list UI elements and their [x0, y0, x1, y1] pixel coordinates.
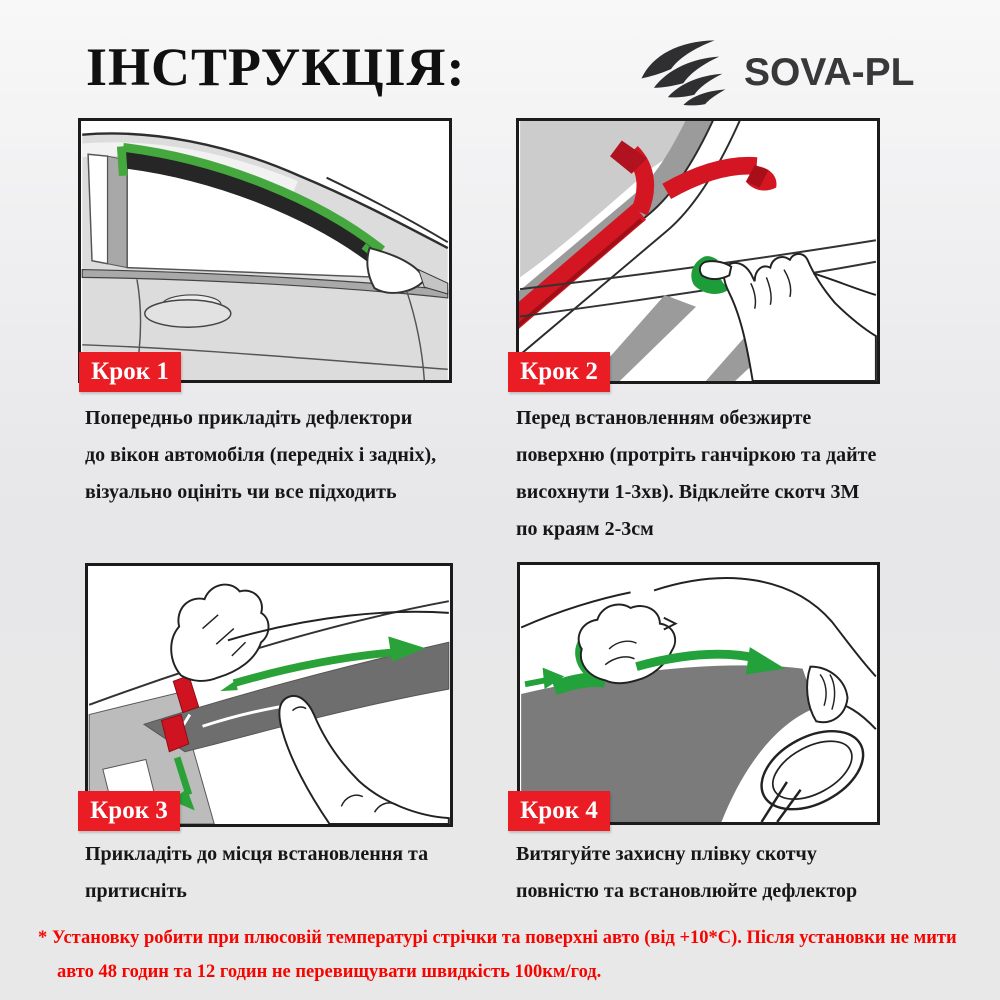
step-3-line: притисніть: [85, 880, 187, 902]
peel-tape-illustration: [519, 121, 877, 381]
footnote-line: * Установку робити при плюсовій температурі стрічки та поверхні авто (від +10*С). Після установки не мити: [38, 928, 957, 948]
step-2-line: Перед встановленням обезжирте: [516, 407, 812, 429]
wing-icon: [636, 38, 734, 108]
step-4-text: [516, 836, 857, 910]
step-2-line: висохнути 1-3хв). Відклейте скотч 3М: [516, 481, 860, 503]
step-4-line: повністю та встановлюйте дефлектор: [516, 880, 858, 902]
step-1-badge: Крок 1: [79, 352, 181, 392]
step-2-panel: [516, 118, 880, 384]
step-1-line: візуально оцініть чи все підходить: [85, 481, 397, 503]
step-4-badge: Крок 4: [508, 791, 610, 831]
brand-name: SOVA-PL: [744, 51, 915, 94]
step-2-line: поверхню (протріть ганчіркою та дайте: [516, 444, 877, 466]
step-2-badge: Крок 2: [508, 352, 610, 392]
press-deflector-illustration: [88, 566, 450, 824]
step-1-text: [85, 400, 436, 511]
step-2-line: по краям 2-3см: [516, 518, 654, 540]
step-1-panel: [78, 118, 452, 383]
step-4-line: Витягуйте захисну плівку скотчу: [516, 843, 817, 865]
step-3-panel: [85, 563, 453, 827]
step-3-text: [85, 836, 428, 910]
page-title: ІНСТРУКЦІЯ:: [86, 37, 466, 97]
step-3-badge: Крок 3: [78, 791, 180, 831]
step-4-panel: [517, 562, 880, 825]
step-2-text: [516, 400, 876, 548]
car-window-deflector-illustration: [81, 121, 449, 380]
brand-logo: [636, 38, 914, 108]
footnote-line: авто 48 годин та 12 годин не перевищувати швидкість 100км/год.: [57, 962, 602, 982]
pull-film-illustration: [520, 565, 877, 822]
step-1-line: до вікон автомобіля (передніх і задніх),: [85, 444, 437, 466]
footnote: [38, 921, 957, 989]
step-3-line: Прикладіть до місця встановлення та: [85, 843, 429, 865]
step-1-line: Попередньо прикладіть дефлектори: [85, 407, 413, 429]
